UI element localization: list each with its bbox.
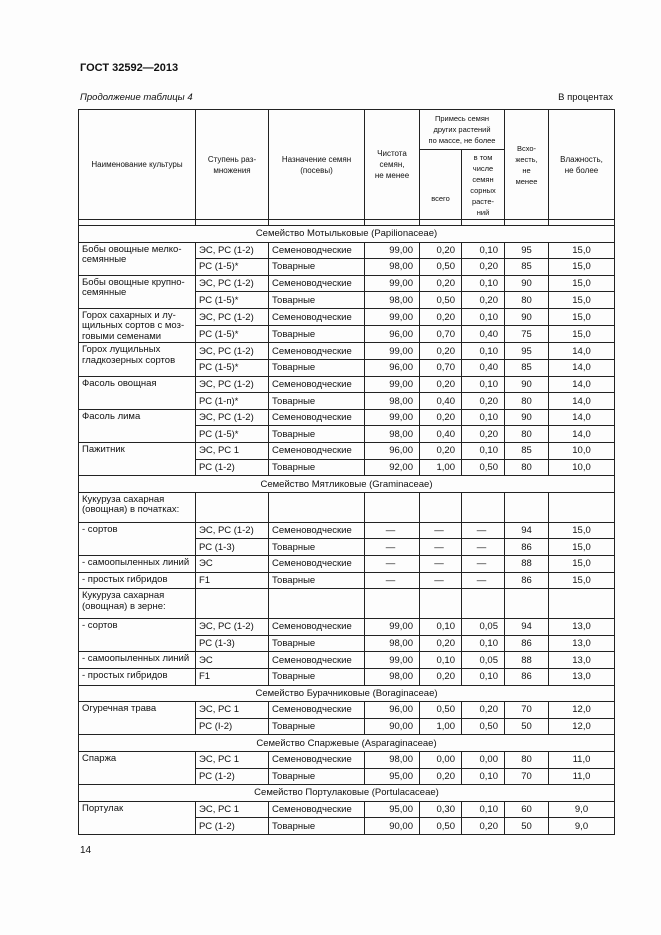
germination-cell: 80 xyxy=(505,292,549,309)
purpose-cell: Семеноводческие xyxy=(269,556,365,573)
purpose-cell: Семеноводческие xyxy=(269,242,365,259)
stage-cell xyxy=(196,492,269,522)
purity-cell: 98,00 xyxy=(365,393,420,410)
table-row xyxy=(79,572,615,589)
germination-cell: 80 xyxy=(505,393,549,410)
humidity-cell xyxy=(549,589,615,619)
admixture-total-cell: 0,70 xyxy=(420,326,462,343)
stage-cell: РС (1-5)* xyxy=(196,292,269,309)
humidity-cell: 14,0 xyxy=(549,409,615,426)
humidity-cell: 15,0 xyxy=(549,326,615,343)
humidity-cell: 9,0 xyxy=(549,801,615,818)
crop-name: - простых гибридов xyxy=(79,572,196,589)
admixture-weed-cell: 0,10 xyxy=(462,768,505,785)
crop-name: Огуречная трава xyxy=(79,702,196,735)
humidity-cell: 14,0 xyxy=(549,376,615,393)
admixture-total-cell: 0,20 xyxy=(420,308,462,325)
stage-cell: ЭС, РС (1-2) xyxy=(196,522,269,539)
crop-name: - сортов xyxy=(79,619,196,652)
germination-cell: 86 xyxy=(505,539,549,556)
purpose-cell: Семеноводческие xyxy=(269,751,365,768)
purpose-cell: Семеноводческие xyxy=(269,702,365,719)
purpose-cell: Товарные xyxy=(269,459,365,476)
germination-cell: 94 xyxy=(505,522,549,539)
germination-cell xyxy=(505,492,549,522)
humidity-cell: 10,0 xyxy=(549,443,615,460)
humidity-cell: 14,0 xyxy=(549,426,615,443)
admixture-weed-cell: — xyxy=(462,572,505,589)
germination-cell: 86 xyxy=(505,572,549,589)
purpose-cell: Семеноводческие xyxy=(269,801,365,818)
purpose-cell: Товарные xyxy=(269,360,365,377)
purity-cell: 95,00 xyxy=(365,768,420,785)
table-row xyxy=(79,443,615,460)
purpose-cell: Семеноводческие xyxy=(269,343,365,360)
crop-name: Портулак xyxy=(79,801,196,834)
admixture-weed-cell: 0,40 xyxy=(462,326,505,343)
admixture-total-cell: 1,00 xyxy=(420,718,462,735)
stage-cell xyxy=(196,589,269,619)
family-title: Семейство Мятликовые (Graminaceae) xyxy=(79,476,615,493)
table-row xyxy=(79,242,615,259)
stage-cell: РС (1-5)* xyxy=(196,360,269,377)
stage-cell: F1 xyxy=(196,572,269,589)
stage-cell: ЭС, РС 1 xyxy=(196,751,269,768)
purity-cell: 98,00 xyxy=(365,292,420,309)
column-header-humidity: Влажность, не более xyxy=(549,110,615,220)
admixture-total-cell: — xyxy=(420,556,462,573)
table-row xyxy=(79,376,615,393)
admixture-total-cell: 0,20 xyxy=(420,376,462,393)
stage-cell: РС (1-5)* xyxy=(196,326,269,343)
purpose-cell: Товарные xyxy=(269,326,365,343)
humidity-cell: 15,0 xyxy=(549,292,615,309)
purity-cell: 96,00 xyxy=(365,360,420,377)
purpose-cell: Товарные xyxy=(269,635,365,652)
stage-cell: РС (1-2) xyxy=(196,818,269,835)
humidity-cell xyxy=(549,492,615,522)
crop-name: Горох сахарных и лу- щильных сортов с моз- говыми семенами xyxy=(79,308,196,343)
table-row xyxy=(79,275,615,292)
seed-quality-table xyxy=(78,109,615,835)
humidity-cell: 13,0 xyxy=(549,619,615,636)
humidity-cell: 15,0 xyxy=(549,308,615,325)
admixture-total-cell: 0,50 xyxy=(420,292,462,309)
humidity-cell: 13,0 xyxy=(549,635,615,652)
humidity-cell: 15,0 xyxy=(549,242,615,259)
purity-cell xyxy=(365,492,420,522)
admixture-weed-cell: 0,40 xyxy=(462,360,505,377)
crop-name: Кукуруза сахарная (овощная) в зерне: xyxy=(79,589,196,619)
purity-cell: 99,00 xyxy=(365,376,420,393)
purity-cell: 98,00 xyxy=(365,259,420,276)
purity-cell: 96,00 xyxy=(365,702,420,719)
admixture-weed-cell xyxy=(462,589,505,619)
admixture-weed-cell: 0,10 xyxy=(462,275,505,292)
purity-cell: 98,00 xyxy=(365,426,420,443)
humidity-cell: 15,0 xyxy=(549,556,615,573)
humidity-cell: 14,0 xyxy=(549,393,615,410)
admixture-weed-cell: 0,20 xyxy=(462,259,505,276)
crop-name: - простых гибридов xyxy=(79,668,196,685)
admixture-weed-cell: 0,05 xyxy=(462,619,505,636)
column-header-name: Наименование культуры xyxy=(79,110,196,220)
stage-cell: ЭС, РС (1-2) xyxy=(196,308,269,325)
crop-name: Горох лущильных гладкозерных сортов xyxy=(79,343,196,376)
table-row xyxy=(79,668,615,685)
stage-cell: РС (1-5)* xyxy=(196,426,269,443)
column-header-admixture: Примесь семян других растений по массе, не более xyxy=(420,110,505,150)
table-row xyxy=(79,308,615,325)
stage-cell: ЭС, РС (1-2) xyxy=(196,376,269,393)
table-row xyxy=(79,556,615,573)
purity-cell: 98,00 xyxy=(365,751,420,768)
germination-cell: 86 xyxy=(505,668,549,685)
humidity-cell: 9,0 xyxy=(549,818,615,835)
crop-name: Спаржа xyxy=(79,751,196,784)
table-row xyxy=(79,343,615,360)
stage-cell: РС (1-5)* xyxy=(196,259,269,276)
admixture-total-cell: 0,00 xyxy=(420,751,462,768)
purity-cell: 96,00 xyxy=(365,443,420,460)
purpose-cell: Семеноводческие xyxy=(269,409,365,426)
admixture-total-cell: — xyxy=(420,522,462,539)
stage-cell: ЭС xyxy=(196,556,269,573)
table-body xyxy=(79,226,615,835)
family-row xyxy=(79,735,615,752)
family-title: Семейство Портулаковые (Portulacaceae) xyxy=(79,785,615,802)
purpose-cell: Семеноводческие xyxy=(269,619,365,636)
admixture-weed-cell: 0,10 xyxy=(462,376,505,393)
germination-cell: 90 xyxy=(505,409,549,426)
purpose-cell: Семеноводческие xyxy=(269,652,365,669)
admixture-weed-cell: 0,10 xyxy=(462,308,505,325)
admixture-weed-cell: — xyxy=(462,539,505,556)
germination-cell: 95 xyxy=(505,242,549,259)
crop-name: - сортов xyxy=(79,522,196,555)
stage-cell: РС (1-3) xyxy=(196,635,269,652)
purpose-cell: Семеноводческие xyxy=(269,275,365,292)
table-row xyxy=(79,652,615,669)
column-header-purpose: Назначение семян (посевы) xyxy=(269,110,365,220)
germination-cell: 70 xyxy=(505,768,549,785)
column-header-purity: Чистота семян, не менее xyxy=(365,110,420,220)
family-row xyxy=(79,476,615,493)
germination-cell: 85 xyxy=(505,259,549,276)
table-row xyxy=(79,522,615,539)
purity-cell: 98,00 xyxy=(365,635,420,652)
admixture-weed-cell xyxy=(462,492,505,522)
germination-cell: 94 xyxy=(505,619,549,636)
table-row xyxy=(79,409,615,426)
purpose-cell xyxy=(269,492,365,522)
purpose-cell: Семеноводческие xyxy=(269,522,365,539)
admixture-weed-cell: 0,10 xyxy=(462,801,505,818)
stage-cell: ЭС, РС (1-2) xyxy=(196,242,269,259)
stage-cell: ЭС, РС 1 xyxy=(196,801,269,818)
germination-cell: 88 xyxy=(505,652,549,669)
admixture-total-cell: 0,40 xyxy=(420,426,462,443)
germination-cell: 85 xyxy=(505,443,549,460)
humidity-cell: 14,0 xyxy=(549,343,615,360)
admixture-total-cell: 0,20 xyxy=(420,409,462,426)
stage-cell: ЭС, РС (1-2) xyxy=(196,343,269,360)
admixture-weed-cell: 0,20 xyxy=(462,818,505,835)
humidity-cell: 15,0 xyxy=(549,259,615,276)
stage-cell: ЭС, РС (1-2) xyxy=(196,275,269,292)
stage-cell: РС (1-2) xyxy=(196,768,269,785)
purpose-cell: Семеноводческие xyxy=(269,376,365,393)
column-header-admixture-weed: в том числе семян сорных расте- ний xyxy=(462,150,505,220)
purity-cell: 92,00 xyxy=(365,459,420,476)
admixture-weed-cell: 0,10 xyxy=(462,343,505,360)
purity-cell: 95,00 xyxy=(365,801,420,818)
germination-cell: 70 xyxy=(505,702,549,719)
table-units: В процентах xyxy=(558,92,613,103)
crop-name: - самоопыленных линий xyxy=(79,652,196,669)
purity-cell: 96,00 xyxy=(365,326,420,343)
germination-cell: 95 xyxy=(505,343,549,360)
admixture-weed-cell: — xyxy=(462,556,505,573)
admixture-weed-cell: 0,50 xyxy=(462,459,505,476)
family-row xyxy=(79,226,615,243)
admixture-total-cell: 0,50 xyxy=(420,702,462,719)
table-row xyxy=(79,702,615,719)
stage-cell: ЭС xyxy=(196,652,269,669)
crop-name: - самоопыленных линий xyxy=(79,556,196,573)
admixture-weed-cell: 0,10 xyxy=(462,635,505,652)
germination-cell xyxy=(505,589,549,619)
humidity-cell: 15,0 xyxy=(549,275,615,292)
germination-cell: 85 xyxy=(505,360,549,377)
purpose-cell: Товарные xyxy=(269,818,365,835)
humidity-cell: 14,0 xyxy=(549,360,615,377)
humidity-cell: 15,0 xyxy=(549,572,615,589)
purity-cell: 90,00 xyxy=(365,718,420,735)
crop-name: Кукуруза сахарная (овощная) в початках: xyxy=(79,492,196,522)
family-row xyxy=(79,785,615,802)
admixture-total-cell: 0,20 xyxy=(420,275,462,292)
stage-cell: F1 xyxy=(196,668,269,685)
germination-cell: 50 xyxy=(505,818,549,835)
purpose-cell: Товарные xyxy=(269,768,365,785)
purity-cell: — xyxy=(365,556,420,573)
admixture-total-cell: 0,20 xyxy=(420,343,462,360)
table-row xyxy=(79,801,615,818)
germination-cell: 88 xyxy=(505,556,549,573)
admixture-total-cell: — xyxy=(420,572,462,589)
admixture-total-cell: 0,70 xyxy=(420,360,462,377)
table-caption: Продолжение таблицы 4 xyxy=(80,92,193,103)
humidity-cell: 11,0 xyxy=(549,768,615,785)
purity-cell: — xyxy=(365,522,420,539)
admixture-weed-cell: 0,10 xyxy=(462,668,505,685)
crop-name: Фасоль лима xyxy=(79,409,196,442)
stage-cell: ЭС, РС (1-2) xyxy=(196,619,269,636)
admixture-total-cell: 0,10 xyxy=(420,619,462,636)
purpose-cell: Товарные xyxy=(269,539,365,556)
germination-cell: 75 xyxy=(505,326,549,343)
admixture-total-cell: 0,20 xyxy=(420,768,462,785)
admixture-total-cell: 0,30 xyxy=(420,801,462,818)
admixture-weed-cell: 0,10 xyxy=(462,242,505,259)
crop-name: Пажитник xyxy=(79,443,196,476)
stage-cell: РС (1-2) xyxy=(196,459,269,476)
purpose-cell: Товарные xyxy=(269,292,365,309)
germination-cell: 90 xyxy=(505,308,549,325)
purity-cell: 99,00 xyxy=(365,242,420,259)
purpose-cell: Товарные xyxy=(269,718,365,735)
germination-cell: 80 xyxy=(505,426,549,443)
purity-cell: 99,00 xyxy=(365,652,420,669)
admixture-total-cell: 0,50 xyxy=(420,818,462,835)
stage-cell: РС (1-п)* xyxy=(196,393,269,410)
admixture-weed-cell: 0,10 xyxy=(462,443,505,460)
germination-cell: 86 xyxy=(505,635,549,652)
admixture-total-cell: 0,50 xyxy=(420,259,462,276)
admixture-weed-cell: 0,50 xyxy=(462,718,505,735)
stage-cell: РС (I-2) xyxy=(196,718,269,735)
purity-cell: 99,00 xyxy=(365,343,420,360)
stage-cell: ЭС, РС (1-2) xyxy=(196,409,269,426)
table-row xyxy=(79,751,615,768)
stage-cell: РС (1-3) xyxy=(196,539,269,556)
crop-name: Бобы овощные крупно- семянные xyxy=(79,275,196,308)
purity-cell: 99,00 xyxy=(365,409,420,426)
admixture-weed-cell: 0,20 xyxy=(462,426,505,443)
admixture-weed-cell: 0,00 xyxy=(462,751,505,768)
germination-cell: 90 xyxy=(505,275,549,292)
purpose-cell xyxy=(269,589,365,619)
admixture-weed-cell: 0,10 xyxy=(462,409,505,426)
humidity-cell: 10,0 xyxy=(549,459,615,476)
purpose-cell: Товарные xyxy=(269,259,365,276)
admixture-total-cell: 0,20 xyxy=(420,635,462,652)
humidity-cell: 12,0 xyxy=(549,702,615,719)
purpose-cell: Товарные xyxy=(269,393,365,410)
admixture-total-cell: 0,20 xyxy=(420,443,462,460)
purpose-cell: Товарные xyxy=(269,572,365,589)
stage-cell: ЭС, РС 1 xyxy=(196,702,269,719)
purpose-cell: Семеноводческие xyxy=(269,308,365,325)
column-header-stage: Ступень раз- множения xyxy=(196,110,269,220)
humidity-cell: 13,0 xyxy=(549,652,615,669)
purity-cell: 99,00 xyxy=(365,275,420,292)
table-row xyxy=(79,492,615,522)
table-row xyxy=(79,619,615,636)
humidity-cell: 15,0 xyxy=(549,539,615,556)
column-header-admixture-total: всего xyxy=(420,150,462,220)
admixture-total-cell: 0,40 xyxy=(420,393,462,410)
purpose-cell: Семеноводческие xyxy=(269,443,365,460)
humidity-cell: 15,0 xyxy=(549,522,615,539)
column-header-germination: Всхо- жесть, не менее xyxy=(505,110,549,220)
stage-cell: ЭС, РС 1 xyxy=(196,443,269,460)
germination-cell: 80 xyxy=(505,751,549,768)
purpose-cell: Товарные xyxy=(269,426,365,443)
germination-cell: 80 xyxy=(505,459,549,476)
admixture-weed-cell: 0,20 xyxy=(462,702,505,719)
purity-cell: — xyxy=(365,572,420,589)
admixture-total-cell: 0,20 xyxy=(420,242,462,259)
page-number: 14 xyxy=(80,845,92,856)
family-title: Семейство Бурачниковые (Boraginaceae) xyxy=(79,685,615,702)
crop-name: Бобы овощные мелко- семянные xyxy=(79,242,196,275)
purity-cell: 99,00 xyxy=(365,619,420,636)
purity-cell xyxy=(365,589,420,619)
admixture-total-cell xyxy=(420,589,462,619)
germination-cell: 60 xyxy=(505,801,549,818)
purpose-cell: Товарные xyxy=(269,668,365,685)
humidity-cell: 12,0 xyxy=(549,718,615,735)
admixture-weed-cell: 0,05 xyxy=(462,652,505,669)
humidity-cell: 13,0 xyxy=(549,668,615,685)
admixture-total-cell: 1,00 xyxy=(420,459,462,476)
admixture-total-cell: 0,20 xyxy=(420,668,462,685)
crop-name: Фасоль овощная xyxy=(79,376,196,409)
admixture-weed-cell: — xyxy=(462,522,505,539)
table-row xyxy=(79,589,615,619)
family-row xyxy=(79,685,615,702)
purity-cell: — xyxy=(365,539,420,556)
family-title: Семейство Мотыльковые (Papilionaceae) xyxy=(79,226,615,243)
admixture-total-cell: 0,10 xyxy=(420,652,462,669)
purity-cell: 90,00 xyxy=(365,818,420,835)
page-title: ГОСТ 32592—2013 xyxy=(80,62,179,74)
admixture-total-cell: — xyxy=(420,539,462,556)
germination-cell: 50 xyxy=(505,718,549,735)
germination-cell: 90 xyxy=(505,376,549,393)
family-title: Семейство Спаржевые (Asparaginaceae) xyxy=(79,735,615,752)
admixture-weed-cell: 0,20 xyxy=(462,292,505,309)
admixture-total-cell xyxy=(420,492,462,522)
humidity-cell: 11,0 xyxy=(549,751,615,768)
admixture-weed-cell: 0,20 xyxy=(462,393,505,410)
purity-cell: 98,00 xyxy=(365,668,420,685)
purity-cell: 99,00 xyxy=(365,308,420,325)
